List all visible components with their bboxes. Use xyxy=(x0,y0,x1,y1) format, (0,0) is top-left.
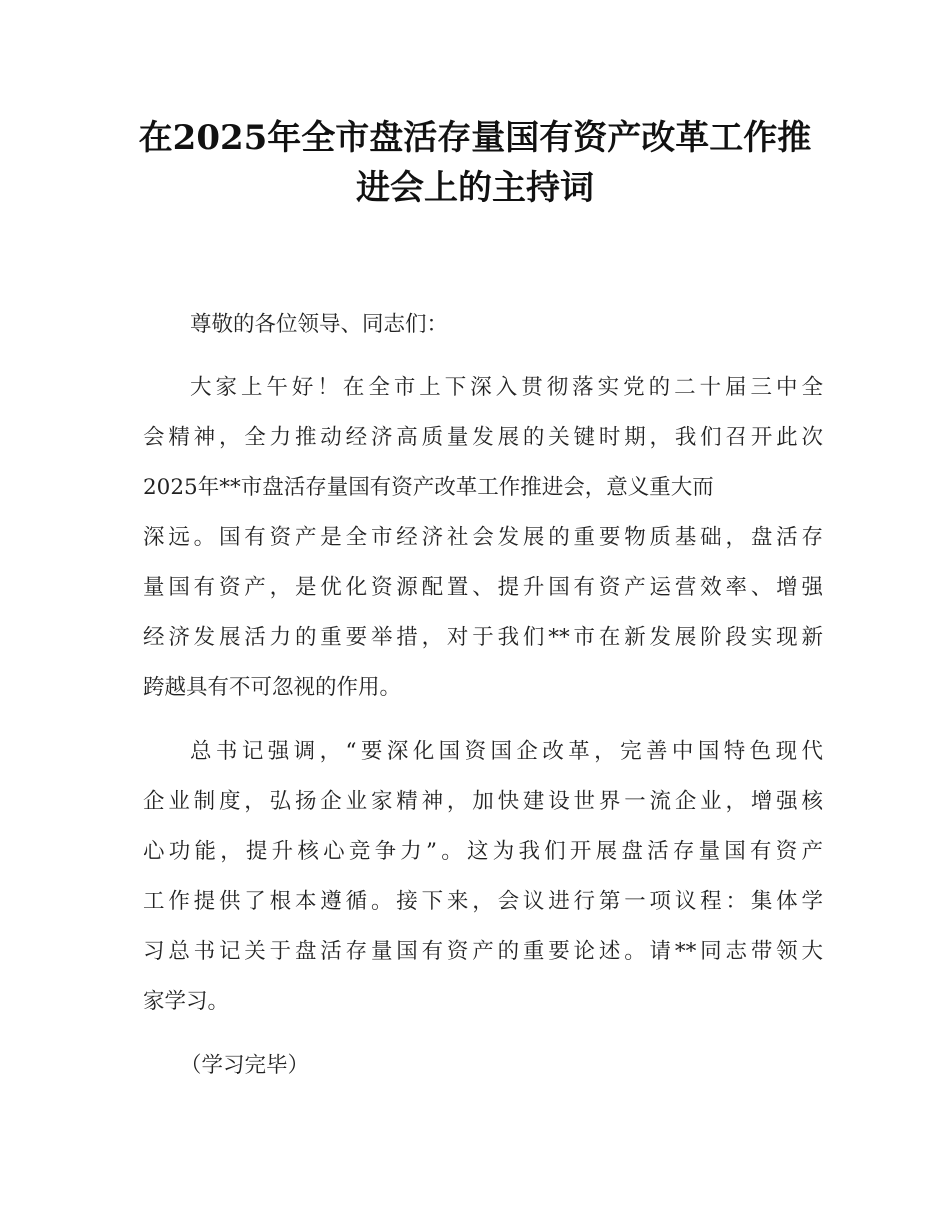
paragraph-1-line-7: 跨越具有不可忽视的作用。 xyxy=(143,675,402,700)
document-title-line-2: 进会上的主持词 xyxy=(356,168,594,208)
document-title-line-1: 在2025年全市盘活存量国有资产改革工作推 xyxy=(138,118,812,158)
paragraph-2-line-2: 企业制度，弘扬企业家精神，加快建设世界一流企业，增强核 xyxy=(143,789,823,814)
session-note: （学习完毕） xyxy=(180,1053,310,1078)
paragraph-1-line-2: 会精神，全力推动经济高质量发展的关键时期，我们召开此次 xyxy=(143,425,823,450)
paragraph-2-line-1: 总书记强调，“要深化国资国企改革，完善中国特色现代 xyxy=(190,739,823,764)
paragraph-2-line-4: 工作提供了根本遵循。接下来，会议进行第一项议程：集体学 xyxy=(143,889,823,914)
salutation: 尊敬的各位领导、同志们： xyxy=(190,312,449,337)
paragraph-2-line-6: 家学习。 xyxy=(143,989,230,1014)
paragraph-1-line-1: 大家上午好！在全市上下深入贯彻落实党的二十届三中全 xyxy=(190,375,823,400)
paragraph-1-line-5: 量国有资产，是优化资源配置、提升国有资产运营效率、增强 xyxy=(143,575,823,600)
paragraph-1-line-3: 2025年**市盘活存量国有资产改革工作推进会，意义重大而 xyxy=(143,475,714,500)
paragraph-1-line-4: 深远。国有资产是全市经济社会发展的重要物质基础，盘活存 xyxy=(143,525,823,550)
paragraph-2-line-3: 心功能，提升核心竞争力”。这为我们开展盘活存量国有资产 xyxy=(143,839,823,864)
paragraph-1-line-6: 经济发展活力的重要举措，对于我们**市在新发展阶段实现新 xyxy=(143,625,823,650)
paragraph-2-line-5: 习总书记关于盘活存量国有资产的重要论述。请**同志带领大 xyxy=(143,939,823,964)
